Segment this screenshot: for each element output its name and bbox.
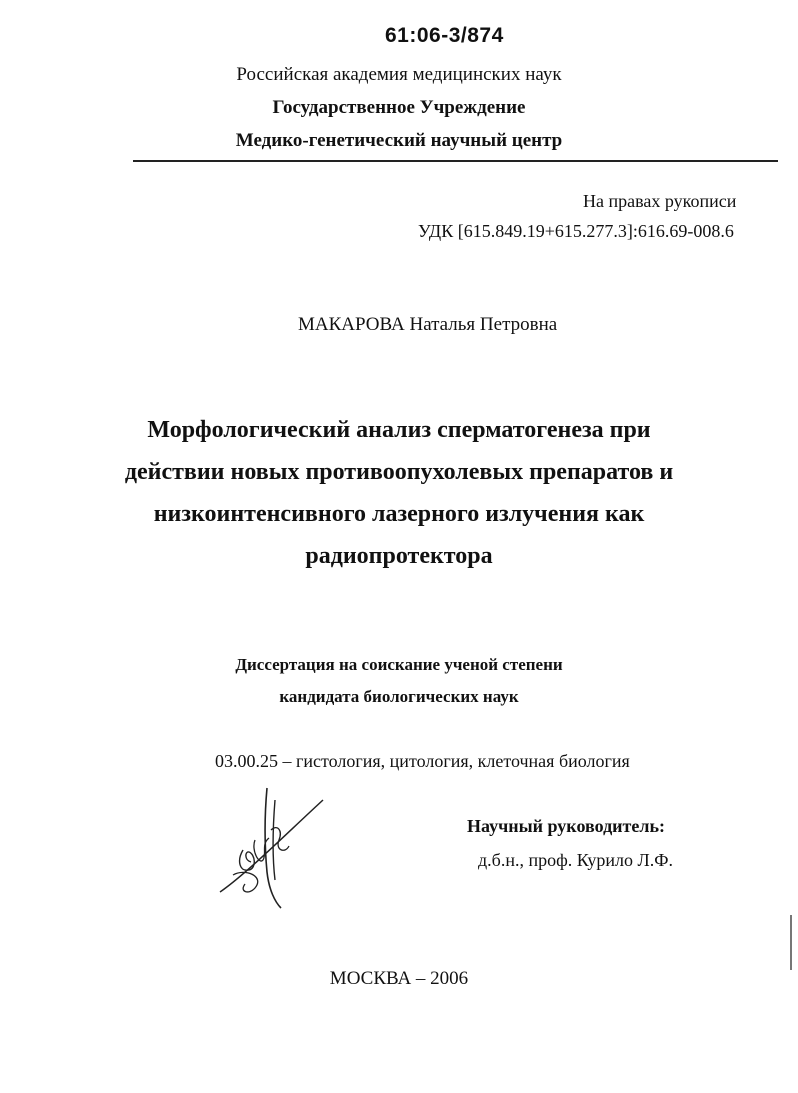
supervisor-name: д.б.н., проф. Курило Л.Ф.: [478, 850, 673, 870]
header-divider: [133, 160, 778, 162]
scan-edge-mark: [790, 915, 792, 970]
academy-name: Российская академия медицинских наук: [236, 64, 562, 85]
specialty: 03.00.25 – гистология, цитология, клеточная биология: [215, 751, 630, 771]
degree-line-2: кандидата биологических наук: [279, 687, 519, 706]
udc-code: УДК [615.849.19+615.277.3]:616.69-008.6: [418, 221, 734, 241]
manuscript-rights: На правах рукописи: [583, 191, 737, 211]
thesis-title: Морфологический анализ сперматогенеза при действии новых противоопухолевых препаратов и низкоинтенсивного лазерного излучения как радиопротектора: [124, 417, 674, 569]
city-year: МОСКВА – 2006: [329, 968, 469, 989]
center-name: Медико-генетический научный центр: [235, 130, 563, 151]
archive-code: 61:06-3/874: [385, 24, 504, 47]
degree-line-1: Диссертация на соискание ученой степени: [235, 655, 563, 674]
institution-type: Государственное Учреждение: [272, 97, 526, 118]
author-name: МАКАРОВА Наталья Петровна: [298, 314, 558, 335]
signature-icon: [215, 780, 330, 910]
supervisor-label: Научный руководитель:: [467, 816, 665, 836]
